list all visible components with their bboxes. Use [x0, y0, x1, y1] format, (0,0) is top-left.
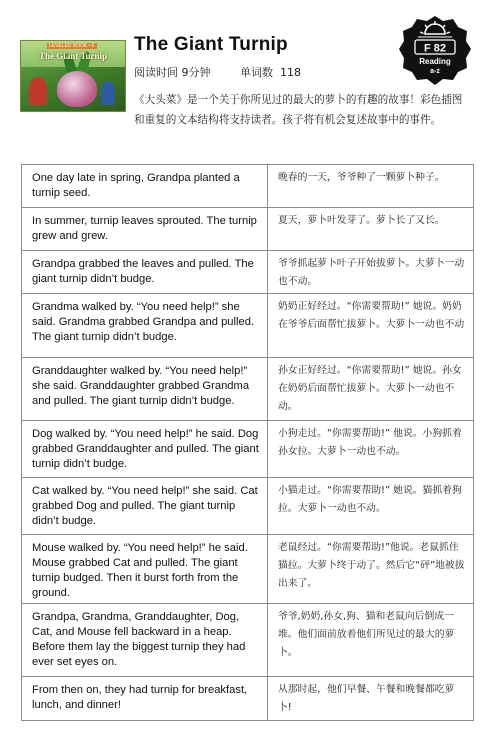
badge-reading: Reading	[419, 57, 451, 66]
chinese-sentence: 小狗走过。“你需要帮助!” 他说。小狗抓着孙女拉。大萝卜一动也不动。	[278, 428, 462, 457]
chinese-cell	[268, 165, 474, 208]
badge-az: a-z	[430, 68, 440, 75]
reading-time-label: 阅读时间	[134, 66, 178, 79]
table-row	[22, 478, 474, 535]
chinese-cell	[268, 478, 474, 535]
english-sentence: One day late in spring, Grandpa planted a turnip seed.	[32, 172, 240, 199]
chinese-cell	[268, 421, 474, 478]
english-cell	[22, 208, 268, 251]
chinese-cell	[268, 535, 474, 604]
table-row	[22, 421, 474, 478]
table-row	[22, 677, 474, 721]
chinese-cell	[268, 604, 474, 677]
english-sentence: Mouse walked by. “You need help!” he said. Mouse grabbed Cat and pulled. The giant turnip budged. Then it burst forth from the ground.	[32, 542, 248, 599]
chinese-sentence: 从那时起，他们早餐、午餐和晚餐都吃萝卜!	[278, 684, 455, 713]
table-row	[22, 165, 474, 208]
english-sentence: Grandpa grabbed the leaves and pulled. The giant turnip didn’t budge.	[32, 258, 254, 285]
cover-title: The Giant Turnip	[38, 51, 108, 61]
english-cell	[22, 358, 268, 421]
english-cell	[22, 165, 268, 208]
english-cell	[22, 604, 268, 677]
english-cell	[22, 478, 268, 535]
story-table	[21, 164, 474, 721]
chinese-sentence: 小猫走过。“你需要帮助!” 她说。猫抓着狗拉。大萝卜一动也不动。	[278, 485, 462, 514]
english-sentence: In summer, turnip leaves sprouted. The turnip grew and grew.	[32, 215, 257, 242]
english-sentence: Granddaughter walked by. “You need help!” she said. Granddaughter grabbed Grandma and pulled. The giant turnip didn’t budge.	[32, 365, 250, 407]
turnip-illustration	[57, 71, 97, 107]
table-row	[22, 251, 474, 294]
chinese-sentence: 爷爷,奶奶,孙女,狗、猫和老鼠向后倒成一堆。他们面前放着他们所见过的最大的萝卜。	[278, 611, 455, 658]
english-cell	[22, 535, 268, 604]
english-sentence: Dog walked by. “You need help!” he said. Dog grabbed Granddaughter and pulled. The giant turnip didn’t budge.	[32, 428, 259, 470]
chinese-sentence: 夏天，萝卜叶发芽了。萝卜长了又长。	[278, 215, 445, 226]
word-count-label: 单词数	[240, 66, 273, 79]
chinese-sentence: 奶奶正好经过。“你需要帮助!” 她说。奶奶在爷爷后面帮忙拔萝卜。大萝卜一动也不动	[278, 301, 465, 330]
table-row	[22, 208, 474, 251]
english-cell	[22, 251, 268, 294]
chinese-sentence: 晚春的一天，爷爷种了一颗萝卜种子。	[278, 172, 445, 183]
table-row	[22, 294, 474, 358]
book-summary: 《大头菜》是一个关于你所见过的最大的萝卜的有趣的故事！彩色插图和重复的文本结构将支持读者。孩子将有机会复述故事中的事件。	[134, 94, 463, 126]
english-cell	[22, 421, 268, 478]
character-illustration	[101, 81, 115, 105]
word-count-value: 118	[280, 66, 301, 79]
chinese-sentence: 孙女正好经过。“你需要帮助!” 她说。孙女在奶奶后面帮忙拔萝卜。大萝卜一动也不动。	[278, 365, 462, 412]
english-sentence: Cat walked by. “You need help!” she said. Cat grabbed Dog and pulled. The giant turnip didn’t budge.	[32, 485, 258, 527]
badge-level-code: F 82	[423, 42, 447, 55]
english-cell	[22, 294, 268, 358]
book-header	[0, 0, 483, 160]
table-row	[22, 535, 474, 604]
chinese-cell	[268, 677, 474, 721]
level-badge-icon	[398, 14, 472, 88]
chinese-cell	[268, 208, 474, 251]
chinese-cell	[268, 358, 474, 421]
english-cell	[22, 677, 268, 721]
table-row	[22, 358, 474, 421]
cover-level-badge: LEVELED BOOK • F	[49, 43, 95, 49]
chinese-cell	[268, 294, 474, 358]
table-row	[22, 604, 474, 677]
book-title: The Giant Turnip	[134, 34, 288, 55]
book-cover-image	[20, 40, 126, 112]
chinese-sentence: 老鼠经过。“你需要帮助!”他说。老鼠抓住猫拉。大萝卜终于动了。然后它“砰”地被拔出来了。	[278, 542, 465, 589]
reading-time-value: 9分钟	[181, 66, 211, 79]
english-sentence: Grandpa, Grandma, Granddaughter, Dog, Cat, and Mouse fell backward in a heap. Before them lay the biggest turnip they had ever set eyes on.	[32, 611, 246, 668]
chinese-cell	[268, 251, 474, 294]
chinese-sentence: 爷爷抓起萝卜叶子开始拔萝卜。大萝卜一动也不动。	[278, 258, 465, 287]
character-illustration	[29, 77, 47, 105]
english-sentence: From then on, they had turnip for breakfast, lunch, and dinner!	[32, 684, 248, 711]
book-meta	[134, 64, 301, 80]
english-sentence: Grandma walked by. “You need help!” she said. Grandma grabbed Grandpa and pulled. The giant turnip didn’t budge.	[32, 301, 255, 343]
